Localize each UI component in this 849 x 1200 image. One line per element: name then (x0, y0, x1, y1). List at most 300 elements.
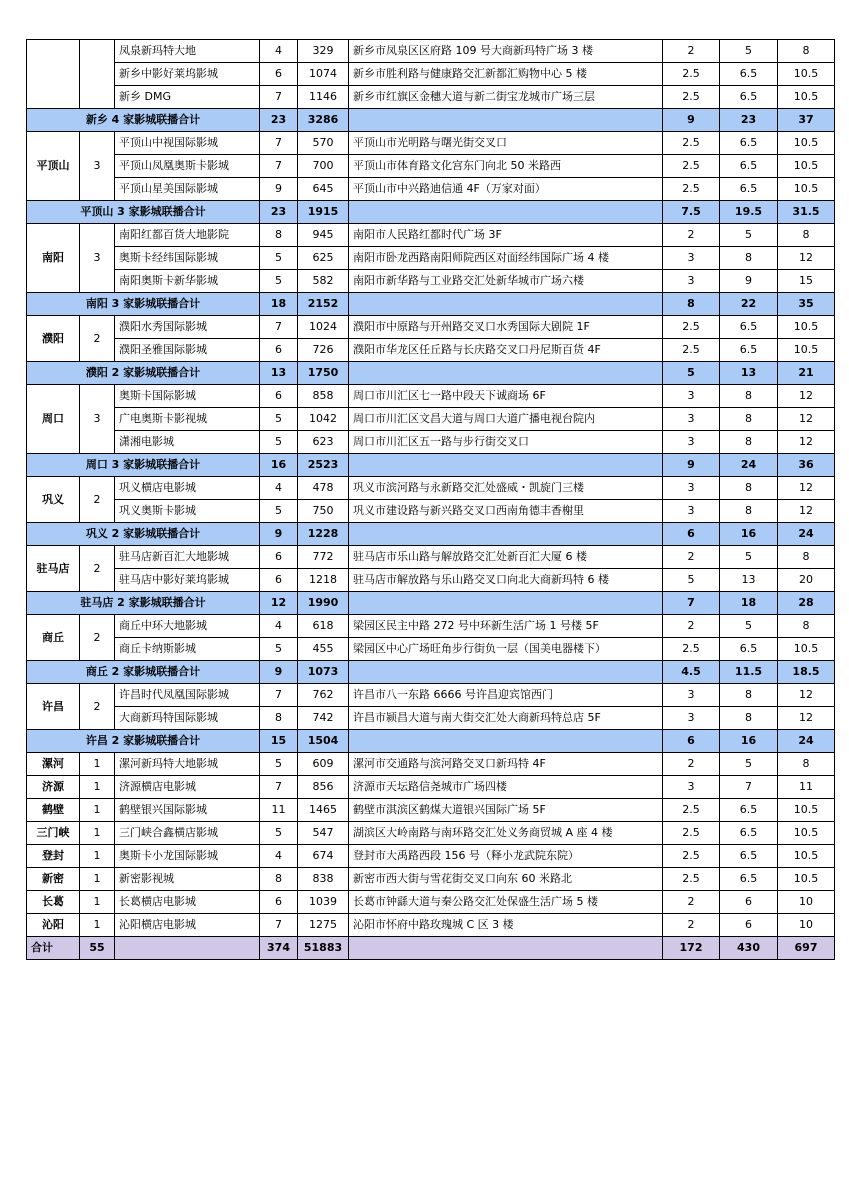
price-cell-3: 11 (778, 776, 835, 799)
city-cell: 鹤壁 (27, 799, 80, 822)
cinema-row (27, 431, 835, 454)
subtotal-address-blank (349, 661, 663, 684)
halls-cell: 6 (260, 385, 298, 408)
cinema-row (27, 799, 835, 822)
price-cell-1: 2.5 (663, 155, 720, 178)
subtotal-price-1: 6 (663, 730, 720, 753)
price-cell-3: 8 (778, 615, 835, 638)
seats-cell: 700 (298, 155, 349, 178)
cinema-row (27, 408, 835, 431)
subtotal-halls: 16 (260, 454, 298, 477)
address-cell: 周口市川汇区七一路中段天下诚商场 6F (349, 385, 663, 408)
table-body (27, 40, 835, 960)
price-cell-1: 3 (663, 500, 720, 523)
subtotal-price-1: 9 (663, 109, 720, 132)
subtotal-label: 周口 3 家影城联播合计 (27, 454, 260, 477)
seats-cell: 858 (298, 385, 349, 408)
cinema-row (27, 914, 835, 937)
subtotal-halls: 18 (260, 293, 298, 316)
price-cell-3: 10.5 (778, 178, 835, 201)
price-cell-2: 6.5 (720, 178, 778, 201)
subtotal-price-3: 24 (778, 730, 835, 753)
cinema-name-cell: 三门峡合鑫横店影城 (115, 822, 260, 845)
cinema-name-cell: 鹤壁银兴国际影城 (115, 799, 260, 822)
seats-cell: 1039 (298, 891, 349, 914)
cinema-name-cell: 商丘卡纳斯影城 (115, 638, 260, 661)
subtotal-label: 濮阳 2 家影城联播合计 (27, 362, 260, 385)
price-cell-1: 2.5 (663, 845, 720, 868)
price-cell-3: 12 (778, 684, 835, 707)
subtotal-label: 商丘 2 家影城联播合计 (27, 661, 260, 684)
cinema-row (27, 385, 835, 408)
subtotal-price-2: 19.5 (720, 201, 778, 224)
halls-cell: 4 (260, 40, 298, 63)
subtotal-seats: 3286 (298, 109, 349, 132)
cinema-name-cell: 巩义横店电影城 (115, 477, 260, 500)
cinema-count-cell: 2 (80, 615, 115, 661)
price-cell-3: 10.5 (778, 799, 835, 822)
price-cell-2: 13 (720, 569, 778, 592)
seats-cell: 1218 (298, 569, 349, 592)
price-cell-1: 2.5 (663, 132, 720, 155)
seats-cell: 625 (298, 247, 349, 270)
price-cell-2: 8 (720, 247, 778, 270)
price-cell-2: 5 (720, 546, 778, 569)
halls-cell: 5 (260, 431, 298, 454)
seats-cell: 762 (298, 684, 349, 707)
price-cell-1: 2.5 (663, 63, 720, 86)
subtotal-seats: 1228 (298, 523, 349, 546)
price-cell-3: 12 (778, 408, 835, 431)
address-cell: 湖滨区大岭南路与南环路交汇处义务商贸城 A 座 4 楼 (349, 822, 663, 845)
price-cell-1: 2 (663, 615, 720, 638)
price-cell-3: 15 (778, 270, 835, 293)
cinema-count-cell: 3 (80, 224, 115, 293)
price-cell-1: 2.5 (663, 868, 720, 891)
cinema-row (27, 868, 835, 891)
cinema-count-cell: 1 (80, 868, 115, 891)
total-halls: 374 (260, 937, 298, 960)
subtotal-address-blank (349, 592, 663, 615)
price-cell-2: 8 (720, 707, 778, 730)
subtotal-halls: 12 (260, 592, 298, 615)
seats-cell: 856 (298, 776, 349, 799)
city-cell: 三门峡 (27, 822, 80, 845)
halls-cell: 9 (260, 178, 298, 201)
cinema-row (27, 500, 835, 523)
seats-cell: 772 (298, 546, 349, 569)
city-cell: 南阳 (27, 224, 80, 293)
halls-cell: 11 (260, 799, 298, 822)
price-cell-3: 8 (778, 224, 835, 247)
halls-cell: 8 (260, 868, 298, 891)
price-cell-3: 10.5 (778, 638, 835, 661)
price-cell-1: 5 (663, 569, 720, 592)
subtotal-row (27, 661, 835, 684)
total-price-2: 430 (720, 937, 778, 960)
price-cell-1: 2.5 (663, 86, 720, 109)
total-label: 合计 (27, 937, 80, 960)
price-cell-3: 12 (778, 431, 835, 454)
price-cell-2: 8 (720, 500, 778, 523)
address-cell: 南阳市卧龙西路南阳师院西区对面经纬国际广场 4 楼 (349, 247, 663, 270)
price-cell-3: 10.5 (778, 845, 835, 868)
cinema-count-cell (80, 40, 115, 109)
price-cell-1: 2.5 (663, 799, 720, 822)
subtotal-row (27, 454, 835, 477)
price-cell-2: 6.5 (720, 86, 778, 109)
total-price-3: 697 (778, 937, 835, 960)
address-cell: 驻马店市解放路与乐山路交叉口向北大商新玛特 6 楼 (349, 569, 663, 592)
subtotal-label: 平顶山 3 家影城联播合计 (27, 201, 260, 224)
price-cell-2: 6.5 (720, 868, 778, 891)
halls-cell: 6 (260, 891, 298, 914)
cinema-name-cell: 平顶山星美国际影城 (115, 178, 260, 201)
price-cell-2: 6.5 (720, 799, 778, 822)
subtotal-price-2: 23 (720, 109, 778, 132)
cinema-row (27, 569, 835, 592)
subtotal-price-1: 7 (663, 592, 720, 615)
seats-cell: 547 (298, 822, 349, 845)
cinema-count-cell: 2 (80, 477, 115, 523)
seats-cell: 478 (298, 477, 349, 500)
price-cell-3: 12 (778, 477, 835, 500)
cinema-row (27, 776, 835, 799)
cinema-count-cell: 3 (80, 385, 115, 454)
cinema-name-cell: 巩义奥斯卡影城 (115, 500, 260, 523)
seats-cell: 618 (298, 615, 349, 638)
subtotal-halls: 9 (260, 661, 298, 684)
price-cell-1: 2 (663, 891, 720, 914)
seats-cell: 609 (298, 753, 349, 776)
subtotal-label: 南阳 3 家影城联播合计 (27, 293, 260, 316)
city-cell: 商丘 (27, 615, 80, 661)
price-cell-1: 2 (663, 546, 720, 569)
price-cell-2: 9 (720, 270, 778, 293)
price-cell-2: 5 (720, 40, 778, 63)
subtotal-row (27, 592, 835, 615)
price-cell-1: 2 (663, 224, 720, 247)
price-cell-3: 10.5 (778, 339, 835, 362)
address-cell: 周口市川汇区五一路与步行街交叉口 (349, 431, 663, 454)
city-cell (27, 40, 80, 109)
address-cell: 南阳市新华路与工业路交汇处新华城市广场六楼 (349, 270, 663, 293)
subtotal-address-blank (349, 523, 663, 546)
price-cell-2: 6.5 (720, 316, 778, 339)
price-cell-1: 2.5 (663, 822, 720, 845)
price-cell-1: 3 (663, 408, 720, 431)
cinema-count-cell: 1 (80, 845, 115, 868)
price-cell-3: 8 (778, 753, 835, 776)
seats-cell: 838 (298, 868, 349, 891)
seats-cell: 1024 (298, 316, 349, 339)
halls-cell: 7 (260, 776, 298, 799)
subtotal-price-1: 9 (663, 454, 720, 477)
cinema-row (27, 891, 835, 914)
seats-cell: 1465 (298, 799, 349, 822)
halls-cell: 6 (260, 63, 298, 86)
address-cell: 南阳市人民路红都时代广场 3F (349, 224, 663, 247)
price-cell-1: 2 (663, 753, 720, 776)
address-cell: 平顶山市中兴路迪信通 4F（万家对面） (349, 178, 663, 201)
seats-cell: 582 (298, 270, 349, 293)
price-cell-2: 6.5 (720, 63, 778, 86)
cinema-name-cell: 长葛横店电影城 (115, 891, 260, 914)
subtotal-price-1: 5 (663, 362, 720, 385)
subtotal-price-3: 28 (778, 592, 835, 615)
seats-cell: 1275 (298, 914, 349, 937)
cinema-name-cell: 奥斯卡经纬国际影城 (115, 247, 260, 270)
city-cell: 漯河 (27, 753, 80, 776)
cinema-row (27, 86, 835, 109)
price-cell-1: 3 (663, 247, 720, 270)
subtotal-price-1: 7.5 (663, 201, 720, 224)
cinema-name-cell: 奥斯卡小龙国际影城 (115, 845, 260, 868)
address-cell: 许昌市八一东路 6666 号许昌迎宾馆西门 (349, 684, 663, 707)
address-cell: 登封市大禹路西段 156 号（释小龙武院东院） (349, 845, 663, 868)
price-cell-2: 6.5 (720, 845, 778, 868)
subtotal-row (27, 109, 835, 132)
seats-cell: 674 (298, 845, 349, 868)
address-cell: 许昌市颍昌大道与南大街交汇处大商新玛特总店 5F (349, 707, 663, 730)
total-address-blank (349, 937, 663, 960)
price-cell-2: 8 (720, 385, 778, 408)
subtotal-price-1: 8 (663, 293, 720, 316)
address-cell: 梁园区民主中路 272 号中环新生活广场 1 号楼 5F (349, 615, 663, 638)
subtotal-price-2: 11.5 (720, 661, 778, 684)
cinema-name-cell: 平顶山中视国际影城 (115, 132, 260, 155)
price-cell-3: 12 (778, 707, 835, 730)
cinema-row (27, 178, 835, 201)
cinema-count-cell: 1 (80, 776, 115, 799)
cinema-row (27, 546, 835, 569)
subtotal-row (27, 293, 835, 316)
price-cell-3: 10.5 (778, 132, 835, 155)
price-cell-2: 6.5 (720, 638, 778, 661)
cinema-name-cell: 新乡中影好莱坞影城 (115, 63, 260, 86)
price-cell-3: 20 (778, 569, 835, 592)
subtotal-price-3: 35 (778, 293, 835, 316)
cinema-row (27, 845, 835, 868)
cinema-name-cell: 凤泉新玛特大地 (115, 40, 260, 63)
city-cell: 沁阳 (27, 914, 80, 937)
cinema-name-cell: 奥斯卡国际影城 (115, 385, 260, 408)
price-cell-2: 6 (720, 914, 778, 937)
subtotal-price-1: 6 (663, 523, 720, 546)
seats-cell: 750 (298, 500, 349, 523)
cinema-name-cell: 新密影视城 (115, 868, 260, 891)
price-cell-3: 10.5 (778, 822, 835, 845)
price-cell-3: 12 (778, 385, 835, 408)
price-cell-1: 2 (663, 40, 720, 63)
cinema-row (27, 638, 835, 661)
halls-cell: 7 (260, 132, 298, 155)
cinema-row (27, 224, 835, 247)
price-cell-3: 10 (778, 914, 835, 937)
halls-cell: 6 (260, 339, 298, 362)
address-cell: 新乡市凤泉区区府路 109 号大商新玛特广场 3 楼 (349, 40, 663, 63)
city-cell: 长葛 (27, 891, 80, 914)
price-cell-1: 3 (663, 684, 720, 707)
subtotal-price-2: 18 (720, 592, 778, 615)
subtotal-halls: 23 (260, 201, 298, 224)
price-cell-2: 6.5 (720, 822, 778, 845)
address-cell: 济源市天坛路信尧城市广场四楼 (349, 776, 663, 799)
cinema-name-cell: 济源横店电影城 (115, 776, 260, 799)
price-cell-2: 6.5 (720, 132, 778, 155)
address-cell: 巩义市滨河路与永新路交汇处盛威・凯旋门三楼 (349, 477, 663, 500)
price-cell-3: 10.5 (778, 63, 835, 86)
address-cell: 平顶山市光明路与曙光街交叉口 (349, 132, 663, 155)
seats-cell: 1074 (298, 63, 349, 86)
subtotal-address-blank (349, 362, 663, 385)
cinema-name-cell: 广电奥斯卡影视城 (115, 408, 260, 431)
price-cell-2: 8 (720, 684, 778, 707)
subtotal-address-blank (349, 730, 663, 753)
halls-cell: 5 (260, 247, 298, 270)
subtotal-row (27, 362, 835, 385)
cinema-name-cell: 南阳奥斯卡新华影城 (115, 270, 260, 293)
price-cell-3: 12 (778, 500, 835, 523)
subtotal-row (27, 730, 835, 753)
halls-cell: 6 (260, 569, 298, 592)
price-cell-2: 5 (720, 615, 778, 638)
subtotal-halls: 9 (260, 523, 298, 546)
cinema-row (27, 339, 835, 362)
address-cell: 新乡市红旗区金穗大道与新二街宝龙城市广场三层 (349, 86, 663, 109)
seats-cell: 570 (298, 132, 349, 155)
seats-cell: 1042 (298, 408, 349, 431)
cinema-name-cell: 平顶山凤凰奥斯卡影城 (115, 155, 260, 178)
price-cell-1: 2.5 (663, 339, 720, 362)
address-cell: 巩义市建设路与新兴路交叉口西南角德丰香榭里 (349, 500, 663, 523)
subtotal-halls: 15 (260, 730, 298, 753)
subtotal-price-2: 22 (720, 293, 778, 316)
subtotal-address-blank (349, 293, 663, 316)
address-cell: 濮阳市华龙区任丘路与长庆路交叉口丹尼斯百货 4F (349, 339, 663, 362)
cinema-row (27, 822, 835, 845)
city-cell: 登封 (27, 845, 80, 868)
subtotal-row (27, 201, 835, 224)
cinema-name-cell: 驻马店中影好莱坞影城 (115, 569, 260, 592)
cinema-count-cell: 3 (80, 132, 115, 201)
price-cell-1: 3 (663, 707, 720, 730)
cinema-name-cell: 潇湘电影城 (115, 431, 260, 454)
subtotal-row (27, 523, 835, 546)
halls-cell: 7 (260, 316, 298, 339)
price-cell-1: 2 (663, 914, 720, 937)
cinema-name-cell: 许昌时代凤凰国际影城 (115, 684, 260, 707)
cinema-row (27, 316, 835, 339)
cinema-row (27, 684, 835, 707)
cinema-count-cell: 1 (80, 799, 115, 822)
city-cell: 濮阳 (27, 316, 80, 362)
cinema-row (27, 270, 835, 293)
city-cell: 周口 (27, 385, 80, 454)
subtotal-price-3: 37 (778, 109, 835, 132)
price-cell-2: 6.5 (720, 339, 778, 362)
halls-cell: 8 (260, 707, 298, 730)
subtotal-label: 许昌 2 家影城联播合计 (27, 730, 260, 753)
address-cell: 新密市西大街与雪花街交叉口向东 60 米路北 (349, 868, 663, 891)
price-cell-3: 10.5 (778, 868, 835, 891)
halls-cell: 5 (260, 753, 298, 776)
price-cell-2: 8 (720, 477, 778, 500)
subtotal-seats: 2523 (298, 454, 349, 477)
cinema-count-cell: 1 (80, 914, 115, 937)
cinema-row (27, 247, 835, 270)
halls-cell: 4 (260, 477, 298, 500)
address-cell: 梁园区中心广场旺角步行街负一层（国美电器楼下） (349, 638, 663, 661)
cinema-row (27, 707, 835, 730)
subtotal-label: 巩义 2 家影城联播合计 (27, 523, 260, 546)
address-cell: 濮阳市中原路与开州路交叉口水秀国际大剧院 1F (349, 316, 663, 339)
seats-cell: 455 (298, 638, 349, 661)
halls-cell: 5 (260, 638, 298, 661)
cinema-row (27, 40, 835, 63)
cinema-count-cell: 1 (80, 891, 115, 914)
price-cell-3: 12 (778, 247, 835, 270)
seats-cell: 623 (298, 431, 349, 454)
subtotal-seats: 1750 (298, 362, 349, 385)
total-name-blank (115, 937, 260, 960)
city-cell: 平顶山 (27, 132, 80, 201)
cinema-count-cell: 1 (80, 822, 115, 845)
subtotal-halls: 13 (260, 362, 298, 385)
cinema-name-cell: 沁阳横店电影城 (115, 914, 260, 937)
total-price-1: 172 (663, 937, 720, 960)
address-cell: 周口市川汇区文昌大道与周口大道广播电视台院内 (349, 408, 663, 431)
halls-cell: 4 (260, 615, 298, 638)
address-cell: 驻马店市乐山路与解放路交汇处新百汇大厦 6 楼 (349, 546, 663, 569)
grand-total-row (27, 937, 835, 960)
cinema-name-cell: 驻马店新百汇大地影城 (115, 546, 260, 569)
price-cell-2: 6 (720, 891, 778, 914)
total-cinema-count: 55 (80, 937, 115, 960)
halls-cell: 5 (260, 270, 298, 293)
address-cell: 平顶山市体育路文化宫东门向北 50 米路西 (349, 155, 663, 178)
cinema-row (27, 615, 835, 638)
cinema-name-cell: 濮阳水秀国际影城 (115, 316, 260, 339)
price-cell-3: 8 (778, 40, 835, 63)
cinema-name-cell: 大商新玛特国际影城 (115, 707, 260, 730)
cinema-name-cell: 商丘中环大地影城 (115, 615, 260, 638)
subtotal-address-blank (349, 109, 663, 132)
subtotal-label: 驻马店 2 家影城联播合计 (27, 592, 260, 615)
cinema-name-cell: 濮阳圣雅国际影城 (115, 339, 260, 362)
subtotal-price-3: 18.5 (778, 661, 835, 684)
seats-cell: 645 (298, 178, 349, 201)
cinema-name-cell: 南阳红都百货大地影院 (115, 224, 260, 247)
seats-cell: 742 (298, 707, 349, 730)
cinema-count-cell: 2 (80, 316, 115, 362)
price-cell-2: 8 (720, 408, 778, 431)
subtotal-seats: 1504 (298, 730, 349, 753)
halls-cell: 5 (260, 822, 298, 845)
halls-cell: 8 (260, 224, 298, 247)
cinema-row (27, 753, 835, 776)
subtotal-price-3: 36 (778, 454, 835, 477)
price-cell-1: 2.5 (663, 178, 720, 201)
subtotal-label: 新乡 4 家影城联播合计 (27, 109, 260, 132)
subtotal-address-blank (349, 454, 663, 477)
city-cell: 驻马店 (27, 546, 80, 592)
subtotal-seats: 1073 (298, 661, 349, 684)
total-seats: 51883 (298, 937, 349, 960)
address-cell: 鹤壁市淇滨区鹤煤大道银兴国际广场 5F (349, 799, 663, 822)
subtotal-address-blank (349, 201, 663, 224)
seats-cell: 329 (298, 40, 349, 63)
